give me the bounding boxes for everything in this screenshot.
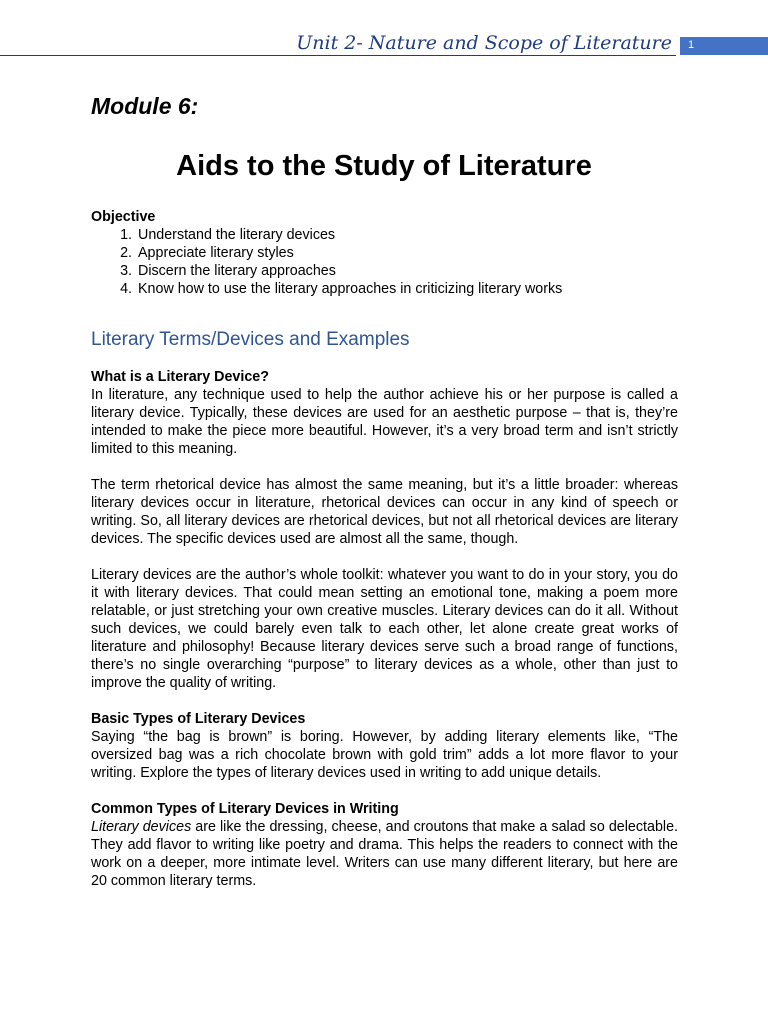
common-types-text: are like the dressing, cheese, and croutons that make a salad so delectable. They add flavor to writing like poetry and drama. This helps the readers to connect with the work on a deeper, more intimate level. Writers can use many different literary, but here are 20 common literary terms.: [91, 819, 679, 889]
page-title: Aids to the Study of Literature: [176, 150, 592, 182]
header-title: Unit 2- Nature and Scope of Literature: [296, 32, 672, 54]
paragraph-gap: [91, 548, 678, 566]
what-is-heading: What is a Literary Device?: [91, 369, 269, 385]
objective-item: 1. Understand the literary devices: [136, 226, 678, 244]
paragraph-gap: [91, 782, 678, 800]
section-heading: Literary Terms/Devices and Examples: [91, 329, 410, 350]
header-rule: [0, 55, 676, 56]
objective-item: 3. Discern the literary approaches: [136, 262, 678, 280]
paragraph-gap: [91, 458, 678, 476]
what-is-paragraph-2: The term rhetorical device has almost the same meaning, but it’s a little broader: whereas literary devices occur in literature, rhetorical devices can occur in any kind of speech or writing. So, all literary devices are rhetorical devices, but not all rhetorical devices are literary devices. The specific devices used are almost all the same, though.: [91, 477, 678, 547]
objective-item: 4. Know how to use the literary approaches in criticizing literary works: [136, 280, 678, 298]
objective-item: 2. Appreciate literary styles: [136, 244, 678, 262]
paragraph-gap: [91, 692, 678, 710]
objective-heading: Objective: [91, 209, 156, 225]
what-is-paragraph-1: In literature, any technique used to help the author achieve his or her purpose is called a literary device. Typically, these devices are used for an aesthetic purpose – that is, they’re intended to make the piece more beautiful. However, it’s a very broad term and isn’t strictly limited to this meaning.: [91, 387, 678, 457]
what-is-paragraph-3: Literary devices are the author’s whole toolkit: whatever you want to do in your story, you do it with literary devices. That could mean setting an emotional tone, making a poem more relatable, or just stretching your own creative muscles. Literary devices can do it all. Without such devices, we could barely even talk to each other, let alone create great works of literature and philosophy! Because literary devices serve such a broad range of functions, there’s no single overarching “purpose” to literary devices as a whole, other than just to improve the quality of writing.: [91, 567, 678, 691]
basic-types-paragraph: Saying “the bag is brown” is boring. However, by adding literary elements like, “The oversized bag was a rich chocolate brown with gold trim” adds a lot more flavor to your writing. Explore the types of literary devices used in writing to add unique details.: [91, 729, 678, 781]
page-number: 1: [680, 37, 768, 55]
common-types-heading: Common Types of Literary Devices in Writing: [91, 801, 399, 817]
page-header: [296, 30, 768, 56]
module-label: Module 6:: [91, 93, 199, 119]
common-types-emphasis: Literary devices: [91, 819, 192, 835]
basic-types-heading: Basic Types of Literary Devices: [91, 711, 306, 727]
common-types-paragraph: [91, 818, 678, 890]
document-body: [91, 208, 678, 890]
objective-list: [91, 226, 678, 298]
